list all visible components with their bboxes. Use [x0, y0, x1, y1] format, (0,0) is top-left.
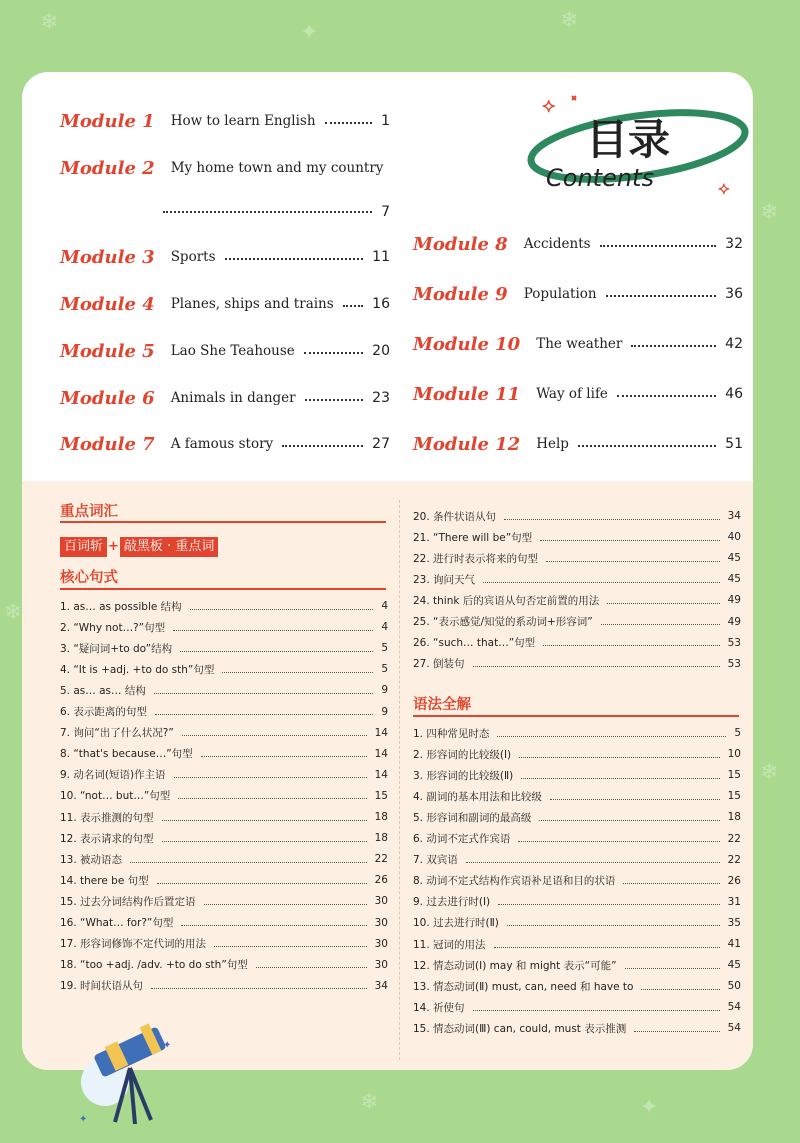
toc-item-page: 15 — [374, 789, 388, 802]
sparkle-icon: ✦ — [542, 97, 556, 116]
toc-item[interactable] — [60, 976, 388, 996]
toc-item[interactable] — [413, 786, 741, 806]
toc-item[interactable] — [60, 891, 388, 911]
toc-item-page: 18 — [374, 811, 388, 823]
module-title: Accidents — [523, 236, 591, 252]
toc-item-text: 5. as… as… 结构 — [60, 684, 146, 697]
module-page: 27 — [372, 436, 390, 452]
toc-item-page: 54 — [727, 1001, 741, 1014]
toc-item[interactable] — [413, 997, 741, 1017]
module-title: Lao She Teahouse — [170, 343, 295, 359]
toc-item-text: 16. “What… for?”句型 — [60, 917, 174, 929]
toc-item-text: 15. 情态动词(Ⅲ) can, could, must 表示推测 — [413, 1022, 627, 1035]
toc-item-text: 18. “too +adj. /adv. +to do sth”句型 — [60, 959, 248, 972]
toc-item-page: 26 — [374, 874, 388, 887]
snowflake-icon: ❄ — [360, 1090, 379, 1115]
snowflake-icon: ❄ — [760, 760, 779, 785]
toc-item-text: 6. 表示距离的句型 — [60, 706, 147, 718]
toc-item[interactable] — [60, 659, 388, 679]
module-title: The weather — [536, 336, 623, 352]
toc-item-page: 50 — [727, 980, 741, 993]
leader-dots — [641, 989, 719, 990]
toc-item[interactable] — [413, 723, 741, 743]
leader-dots — [507, 925, 720, 926]
toc-item-page: 30 — [374, 895, 388, 908]
toc-item-page: 49 — [727, 615, 741, 628]
module-label: Module 7 — [60, 433, 155, 455]
toc-item[interactable] — [60, 702, 388, 722]
leader-dots — [173, 630, 373, 631]
module-page: 1 — [381, 113, 390, 129]
toc-item[interactable] — [413, 590, 741, 610]
svg-text:✦: ✦ — [79, 1114, 88, 1125]
toc-item-text: 4. “It is +adj. +to do sth”句型 — [60, 663, 215, 676]
section-heading-vocab: 重点词汇 — [60, 504, 118, 520]
toc-item[interactable] — [60, 596, 388, 616]
module-label: Module 11 — [413, 383, 521, 405]
toc-item[interactable] — [60, 765, 388, 785]
toc-item[interactable] — [60, 828, 388, 848]
section-underline — [413, 715, 739, 717]
toc-item[interactable] — [413, 569, 741, 589]
module-title: Population — [523, 286, 597, 302]
toc-item-page: 4 — [381, 621, 388, 634]
section-heading-grammar: 语法全解 — [413, 697, 471, 713]
leader-dots — [282, 445, 363, 447]
toc-item-page: 4 — [381, 600, 388, 612]
leader-dots — [204, 904, 367, 905]
toc-item-page: 30 — [374, 958, 388, 971]
toc-item-page: 45 — [727, 552, 741, 565]
toc-item-page: 14 — [374, 747, 388, 760]
toc-item-text: 11. 表示推测的句型 — [60, 811, 154, 824]
leader-dots — [600, 245, 717, 247]
leader-dots — [634, 1031, 719, 1032]
toc-item-page: 45 — [727, 573, 741, 586]
toc-item[interactable] — [413, 871, 741, 891]
module-entry[interactable] — [60, 383, 390, 413]
leader-dots — [550, 799, 720, 800]
leader-dots — [181, 925, 366, 926]
module-entry-continued[interactable] — [163, 200, 390, 224]
module-title: Sports — [170, 249, 216, 265]
leader-dots — [625, 968, 720, 969]
toc-item-page: 41 — [727, 938, 741, 950]
toc-item[interactable] — [413, 506, 741, 526]
toc-item[interactable] — [60, 786, 388, 806]
toc-item[interactable] — [60, 934, 388, 954]
toc-item-text: 17. 形容词修饰不定代词的用法 — [60, 938, 207, 951]
telescope-icon — [75, 1010, 185, 1130]
toc-item-text: 25. “表示感觉/知觉的系动词+形容词” — [413, 616, 593, 628]
toc-item-page: 35 — [727, 916, 741, 929]
module-entry[interactable] — [413, 429, 743, 459]
snowflake-icon: ❄ — [760, 200, 779, 225]
module-title: A famous story — [170, 436, 274, 452]
module-label: Module 12 — [413, 433, 521, 455]
toc-item[interactable] — [60, 723, 388, 743]
toc-item-text: 7. 询问“出了什么状况?” — [60, 727, 174, 740]
toc-item-text: 1. 四种常见时态 — [413, 727, 490, 740]
toc-item-page: 9 — [381, 684, 388, 697]
toc-item-text: 9. 过去进行时(Ⅰ) — [413, 896, 491, 909]
toc-item[interactable] — [413, 829, 741, 849]
toc-item[interactable] — [413, 934, 741, 954]
toc-item-text: 10. 过去进行时(Ⅱ) — [413, 917, 499, 930]
module-entry[interactable] — [60, 336, 390, 366]
leader-dots — [519, 757, 719, 758]
leader-dots — [546, 561, 720, 562]
module-label: Module 9 — [413, 283, 508, 305]
leader-dots — [578, 445, 716, 447]
star-icon: ✦ — [640, 1095, 659, 1120]
module-page: 20 — [372, 343, 390, 359]
module-page: 42 — [725, 336, 743, 352]
snowflake-icon: ❄ — [560, 8, 579, 33]
module-page: 23 — [372, 390, 390, 406]
module-label: Module 5 — [60, 340, 155, 362]
leader-dots — [518, 841, 719, 842]
module-label: Module 3 — [60, 246, 155, 268]
leader-dots — [494, 947, 720, 948]
toc-item-text: 15. 过去分词结构作后置定语 — [60, 895, 196, 908]
leader-dots — [623, 883, 719, 884]
badge-plus: + — [108, 539, 119, 554]
leader-dots — [483, 582, 720, 583]
toc-item-page: 26 — [727, 874, 741, 887]
toc-item-text: 8. 动词不定式结构作宾语补足语和目的状语 — [413, 875, 616, 888]
leader-dots — [174, 777, 367, 778]
toc-item[interactable] — [413, 892, 741, 912]
leader-dots — [543, 645, 719, 646]
section-underline — [60, 588, 386, 590]
logo-subtitle: Contents — [546, 164, 654, 192]
toc-item-page: 22 — [727, 853, 741, 866]
toc-item[interactable] — [60, 680, 388, 700]
module-entry[interactable] — [60, 242, 390, 272]
module-entry[interactable] — [60, 429, 390, 459]
toc-item[interactable] — [413, 807, 741, 827]
module-label: Module 8 — [413, 233, 508, 255]
module-title: My home town and my country — [170, 160, 384, 176]
leader-dots — [498, 904, 719, 905]
leader-dots — [466, 862, 720, 863]
toc-item-page: 10 — [727, 748, 741, 761]
leader-dots — [225, 258, 364, 260]
leader-dots — [504, 519, 720, 520]
snowflake-icon: ❄ — [40, 10, 59, 35]
module-title: Planes, ships and trains — [170, 296, 334, 312]
svg-text:✦: ✦ — [163, 1040, 172, 1051]
toc-item[interactable] — [413, 913, 741, 933]
toc-item-text: 24. think 后的宾语从句否定前置的用法 — [413, 594, 600, 607]
toc-item-page: 53 — [727, 657, 741, 670]
toc-item-page: 30 — [374, 937, 388, 950]
tree-icon: ✦ — [300, 20, 319, 45]
toc-item-page: 5 — [381, 663, 388, 676]
badge-part: 百词斩 — [60, 537, 107, 557]
toc-item-text: 3. 形容词的比较级(Ⅱ) — [413, 769, 514, 782]
toc-item-text: 7. 双宾语 — [413, 854, 458, 867]
leader-dots — [304, 352, 363, 354]
toc-item-page: 22 — [374, 853, 388, 866]
toc-item[interactable] — [60, 807, 388, 827]
leader-dots — [539, 820, 719, 821]
toc-item[interactable] — [413, 612, 741, 632]
snowflake-icon: ❄ — [4, 600, 23, 625]
module-page: 32 — [725, 236, 743, 252]
module-title: Help — [536, 436, 569, 452]
module-page: 46 — [725, 386, 743, 402]
module-label: Module 10 — [413, 333, 521, 355]
toc-item-page: 18 — [727, 811, 741, 824]
leader-dots — [607, 603, 719, 604]
leader-dots — [497, 736, 726, 737]
toc-item[interactable] — [413, 744, 741, 764]
toc-item-text: 10. “not… but…”句型 — [60, 790, 171, 803]
toc-item-page: 30 — [374, 916, 388, 929]
toc-item[interactable] — [413, 633, 741, 653]
toc-item-text: 8. “that's because…”句型 — [60, 748, 193, 761]
toc-item-text: 6. 动词不定式作宾语 — [413, 833, 511, 845]
vocab-badge[interactable] — [60, 537, 218, 557]
toc-item-page: 53 — [727, 636, 741, 649]
leader-dots — [190, 609, 374, 610]
toc-item-page: 5 — [381, 642, 388, 655]
toc-item-page: 22 — [727, 832, 741, 845]
section-heading-core: 核心句式 — [60, 570, 118, 586]
toc-item-text: 4. 副词的基本用法和比较级 — [413, 790, 542, 803]
toc-item-text: 19. 时间状语从句 — [60, 980, 144, 993]
toc-item[interactable] — [60, 638, 388, 658]
toc-item[interactable] — [413, 548, 741, 568]
toc-item-text: 13. 情态动词(Ⅱ) must, can, need 和 have to — [413, 980, 634, 993]
leader-dots — [162, 820, 367, 821]
toc-item-text: 21. “There will be”句型 — [413, 531, 533, 544]
toc-item[interactable] — [60, 617, 388, 637]
toc-item[interactable] — [413, 765, 741, 785]
contents-logo — [520, 86, 750, 198]
leader-dots — [222, 672, 373, 673]
toc-item-page: 14 — [374, 726, 388, 739]
leader-dots — [606, 295, 717, 297]
leader-dots — [540, 540, 719, 541]
toc-item[interactable] — [413, 1018, 741, 1038]
toc-item[interactable] — [413, 654, 741, 674]
toc-item[interactable] — [60, 955, 388, 975]
toc-item-page: 5 — [734, 727, 741, 739]
leader-dots — [343, 305, 363, 307]
toc-item-page: 45 — [727, 959, 741, 972]
leader-dots — [617, 395, 716, 397]
section-underline — [60, 521, 386, 523]
leader-dots — [162, 841, 367, 842]
leader-dots — [325, 122, 373, 124]
module-page: 51 — [725, 436, 743, 452]
toc-item-text: 3. “疑问词+to do”结构 — [60, 642, 173, 655]
toc-item-text: 20. 条件状语从句 — [413, 510, 497, 523]
toc-item-text: 12. 表示请求的句型 — [60, 832, 154, 845]
toc-item-text: 2. 形容词的比较级(Ⅰ) — [413, 748, 512, 761]
toc-item-text: 27. 倒装句 — [413, 658, 465, 671]
badge-part: 敲黑板 · 重点词 — [120, 537, 218, 557]
leader-dots — [180, 651, 373, 652]
toc-item-text: 11. 冠词的用法 — [413, 938, 486, 951]
toc-item-page: 15 — [727, 790, 741, 803]
leader-dots — [157, 883, 367, 884]
toc-item-text: 13. 被动语态 — [60, 853, 123, 866]
leader-dots — [155, 714, 373, 715]
leader-dots — [521, 778, 719, 779]
leader-dots — [473, 666, 720, 667]
toc-item-page: 18 — [374, 832, 388, 845]
toc-item[interactable] — [413, 976, 741, 996]
toc-item-text: 5. 形容词和副词的最高级 — [413, 811, 532, 824]
module-entry[interactable] — [60, 153, 390, 183]
toc-item[interactable] — [413, 850, 741, 870]
module-entry[interactable] — [413, 229, 743, 259]
leader-dots — [631, 345, 716, 347]
toc-item-text: 12. 情态动词(Ⅰ) may 和 might 表示“可能” — [413, 959, 617, 972]
module-label: Module 6 — [60, 387, 155, 409]
column-divider — [399, 500, 400, 1060]
sparkle-icon: ✦ — [718, 182, 730, 198]
leader-dots — [214, 946, 367, 947]
toc-item[interactable] — [60, 744, 388, 764]
toc-item-text: 2. “Why not…?”句型 — [60, 621, 166, 634]
module-title: Way of life — [536, 386, 608, 402]
module-entry[interactable] — [60, 106, 390, 136]
module-title: Animals in danger — [170, 390, 296, 406]
leader-dots — [130, 862, 367, 863]
module-label: Module 2 — [60, 157, 155, 179]
toc-item-text: 22. 进行时表示将来的句型 — [413, 552, 539, 565]
toc-item[interactable] — [60, 849, 388, 869]
toc-item[interactable] — [413, 527, 741, 547]
toc-item[interactable] — [60, 870, 388, 890]
leader-dots — [601, 624, 720, 625]
toc-item-text: 1. as… as possible 结构 — [60, 600, 182, 613]
module-page: 36 — [725, 286, 743, 302]
toc-item-page: 15 — [727, 769, 741, 782]
module-label: Module 4 — [60, 293, 155, 315]
logo-title: 目录 — [586, 115, 671, 164]
toc-item-text: 14. there be 句型 — [60, 874, 149, 887]
toc-item-page: 9 — [381, 705, 388, 718]
leader-dots — [163, 211, 372, 213]
leader-dots — [201, 756, 367, 757]
toc-item-text: 14. 祈使句 — [413, 1001, 465, 1014]
leader-dots — [473, 1010, 720, 1011]
toc-item-page: 49 — [727, 594, 741, 607]
toc-item[interactable] — [60, 913, 388, 933]
toc-item-text: 26. “such… that…”句型 — [413, 637, 536, 650]
leader-dots — [178, 798, 366, 799]
module-entry[interactable] — [413, 279, 743, 309]
module-label: Module 1 — [60, 110, 155, 132]
toc-item-text: 9. 动名词(短语)作主语 — [60, 769, 166, 782]
toc-item-page: 31 — [727, 895, 741, 908]
leader-dots — [154, 693, 373, 694]
toc-item-page: 34 — [727, 510, 741, 522]
module-entry[interactable] — [413, 329, 743, 359]
leader-dots — [305, 399, 364, 401]
module-title: How to learn English — [170, 113, 316, 129]
leader-dots — [256, 967, 367, 968]
toc-item-page: 54 — [727, 1022, 741, 1035]
toc-item-page: 40 — [727, 531, 741, 544]
module-page: 16 — [372, 296, 390, 312]
toc-item-page: 34 — [374, 979, 388, 992]
toc-item[interactable] — [413, 955, 741, 975]
toc-item-page: 14 — [374, 768, 388, 781]
module-entry[interactable] — [413, 379, 743, 409]
module-page: 7 — [381, 204, 390, 220]
leader-dots — [151, 988, 367, 989]
module-entry[interactable] — [60, 289, 390, 319]
toc-item-text: 23. 询问天气 — [413, 573, 476, 586]
leader-dots — [182, 735, 367, 736]
module-page: 11 — [372, 249, 390, 265]
